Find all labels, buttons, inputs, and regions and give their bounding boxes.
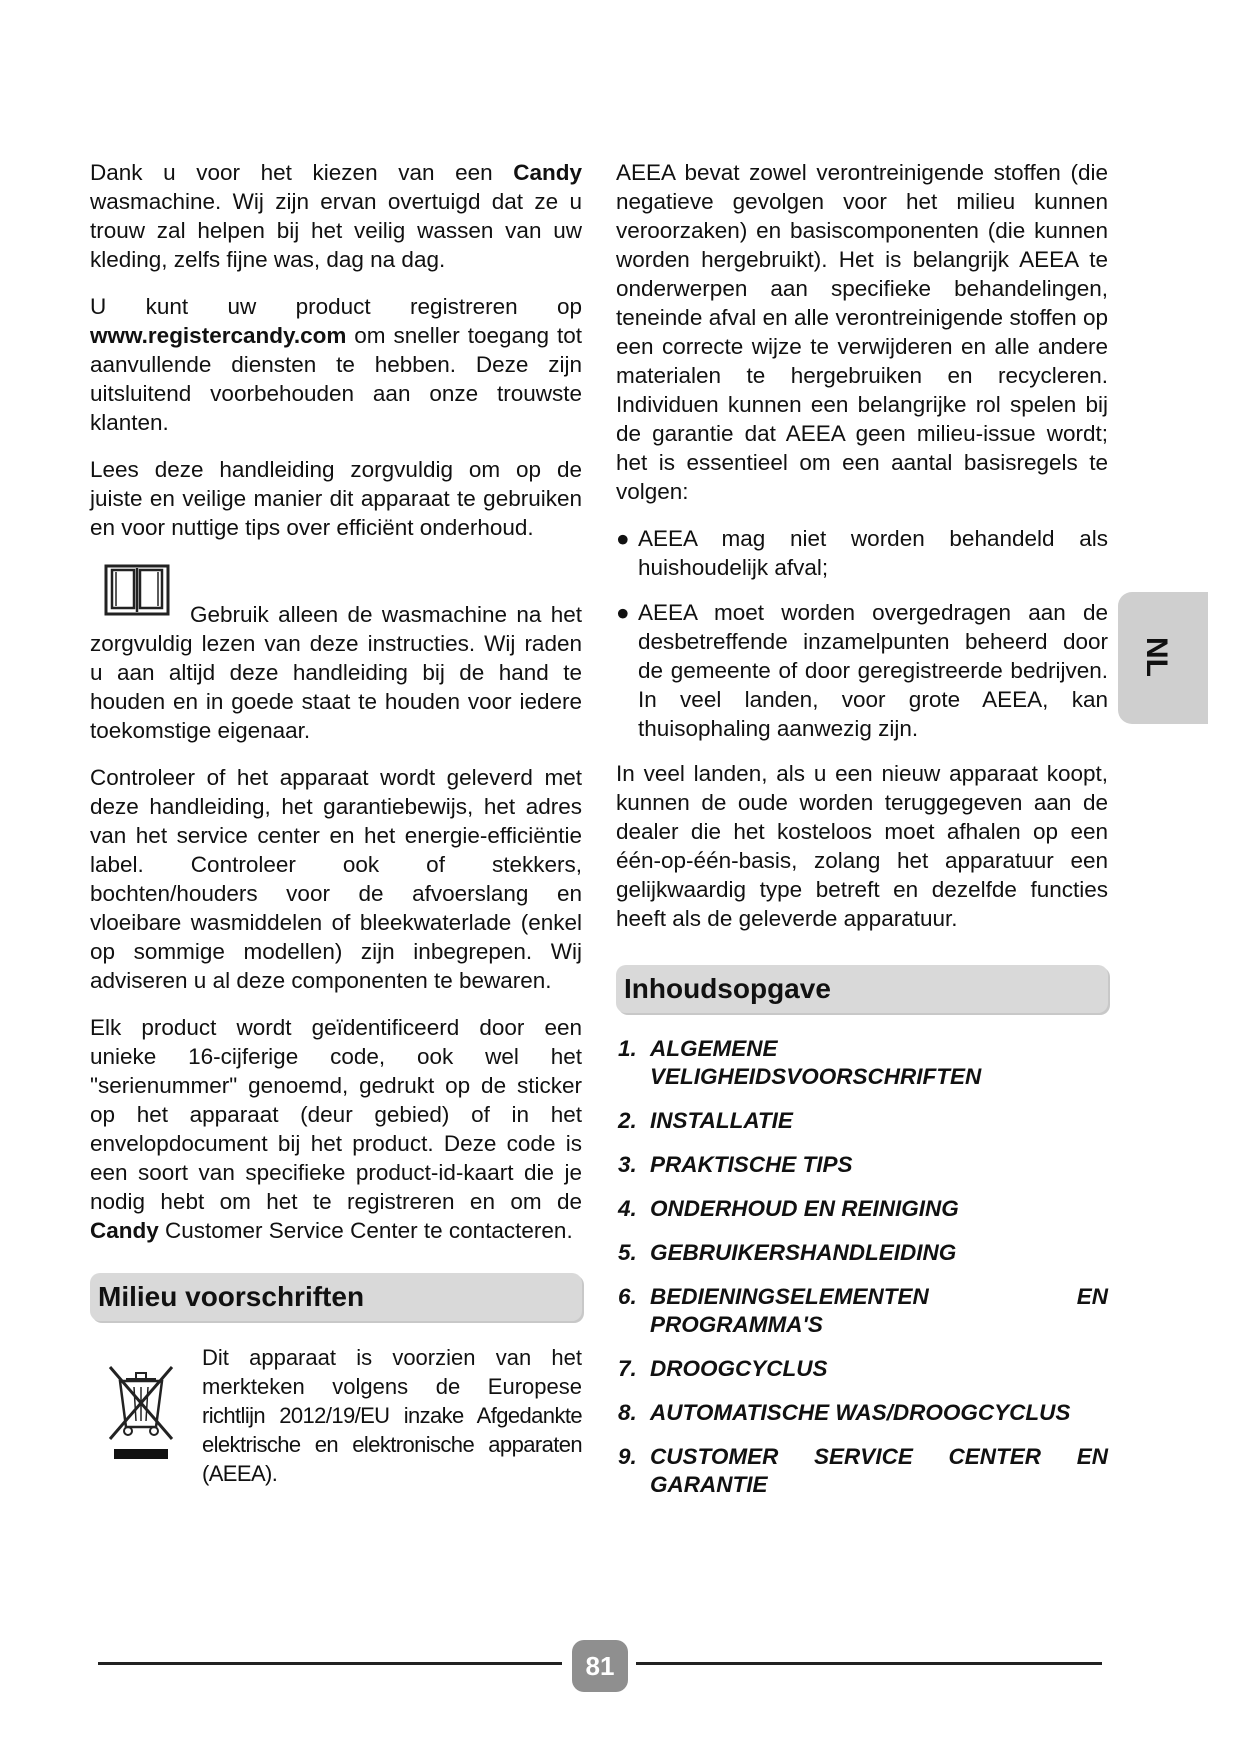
brand-name: Candy: [90, 1218, 159, 1243]
weee-text: Dit apparaat is voorzien van het merkteken volgens de Europese richtlijn 2012/19/EU inzake Afgedankte elektrische en elektronische apparaten (AEEA).: [202, 1345, 582, 1486]
toc-item[interactable]: 7. DROOGCYCLUS: [618, 1356, 828, 1381]
serial-number-paragraph: Elk product wordt geïdentificeerd door een unieke 16-cijferige code, ook wel het "serienummer" genoemd, gedrukt op de sticker op het apparaat (deur gebied) of in het envelopdocument bij het product. Deze code is een soort van specifieke product-id-kaart die je nodig hebt om het te registreren en om de Candy Customer Service Center te contacteren.: [90, 1015, 582, 1243]
footer-rule-right: [636, 1662, 1102, 1665]
return-note-paragraph: In veel landen, als u een nieuw apparaat koopt, kunnen de oude worden teruggegeven aan de dealer die het kosteloos moet afhalen op een één-op-één-basis, zolang het apparatuur een gelijkwaardig type betreft en dezelfde functies heeft als de geleverde apparatuur.: [616, 761, 1108, 931]
toc-item[interactable]: 2. INSTALLATIE: [618, 1108, 793, 1133]
manual-note: [90, 562, 582, 745]
left-column: [90, 158, 582, 1488]
manual-note-text: Gebruik alleen de wasmachine na het zorgvuldig lezen van deze instructies. Wij raden u aan altijd deze handleiding bij de hand te houden en in goede staat te houden voor iedere toekomstige eigenaar.: [90, 602, 582, 743]
intro-paragraph: Dank u voor het kiezen van een Candy wasmachine. Wij zijn ervan overtuigd dat ze u trouw zal helpen bij het veilig wassen van uw kleding, zelfs fijne was, dag na dag.: [90, 160, 582, 272]
page-number: 81: [572, 1640, 628, 1692]
toc-item[interactable]: 6. BEDIENINGSELEMENTEN EN PROGRAMMA'S: [618, 1284, 1108, 1337]
environment-heading: Milieu voorschriften: [90, 1273, 582, 1321]
toc-item[interactable]: 8. AUTOMATISCHE WAS/DROOGCYCLUS: [618, 1400, 1071, 1425]
right-column: [616, 158, 1108, 1515]
toc-item[interactable]: 5. GEBRUIKERSHANDLEIDING: [618, 1240, 957, 1265]
bullet-item: ● AEEA mag niet worden behandeld als huishoudelijk afval;: [616, 524, 1108, 582]
check-delivery-paragraph: Controleer of het apparaat wordt geleverd met deze handleiding, het garantiebewijs, het adres van het service center en het energie-efficiëntie label. Controleer ook of stekkers, bochten/houders voor de afvoerslang en vloeibare wasmiddelen of bleekwaterlade (enkel op sommige modellen) zijn inbegrepen. Wij adviseren u al deze componenten te bewaren.: [90, 765, 582, 993]
table-of-contents: [616, 1035, 1108, 1499]
aeea-intro-paragraph: AEEA bevat zowel verontreinigende stoffen (die negatieve gevolgen voor het milieu kunnen veroorzaken) en basiscomponenten (die kunnen worden hergebruikt). Het is belangrijk AEEA te onderwerpen aan specifieke behandelingen, teneinde afval en alle verontreinigende stoffen op een correcte wijze te verwijderen en alle andere materialen te hergebruiken en recycleren. Individuen kunnen een belangrijke rol spelen bij de garantie dat AEEA geen milieu-issue wordt; het is essentieel om een aantal basisregels te volgen:: [616, 160, 1108, 504]
toc-heading: Inhoudsopgave: [616, 965, 1108, 1013]
brand-name: Candy: [513, 160, 582, 185]
toc-item[interactable]: 3. PRAKTISCHE TIPS: [618, 1152, 853, 1177]
language-tab: [1118, 592, 1208, 724]
toc-item[interactable]: 1. ALGEMENE VELIGHEIDSVOORSCHRIFTEN: [618, 1036, 982, 1089]
register-paragraph: U kunt uw product registreren op www.registercandy.com om sneller toegang tot aanvullende diensten te hebben. Deze zijn uitsluitend voorbehouden aan onze trouwste klanten.: [90, 294, 582, 435]
language-label: NL: [1140, 637, 1173, 677]
crossed-out-bin-icon: [106, 1361, 176, 1461]
read-manual-paragraph: Lees deze handleiding zorgvuldig om op de juiste en veilige manier dit apparaat te gebruiken en voor nuttige tips over efficiënt onderhoud.: [90, 457, 582, 540]
toc-item[interactable]: 4. ONDERHOUD EN REINIGING: [618, 1196, 959, 1221]
toc-item[interactable]: 9. CUSTOMER SERVICE CENTER EN GARANTIE: [618, 1444, 1108, 1497]
bullet-item: ● AEEA moet worden overgedragen aan de desbetreffende inzamelpunten beheerd door de gemeente of door geregistreerde bedrijven. In veel landen, voor grote AEEA, kan thuisophaling aanwezig zijn.: [616, 598, 1108, 743]
open-book-icon: [104, 562, 170, 618]
footer-rule-left: [98, 1662, 562, 1665]
weee-block: [90, 1343, 582, 1488]
register-url: www.registercandy.com: [90, 323, 347, 348]
